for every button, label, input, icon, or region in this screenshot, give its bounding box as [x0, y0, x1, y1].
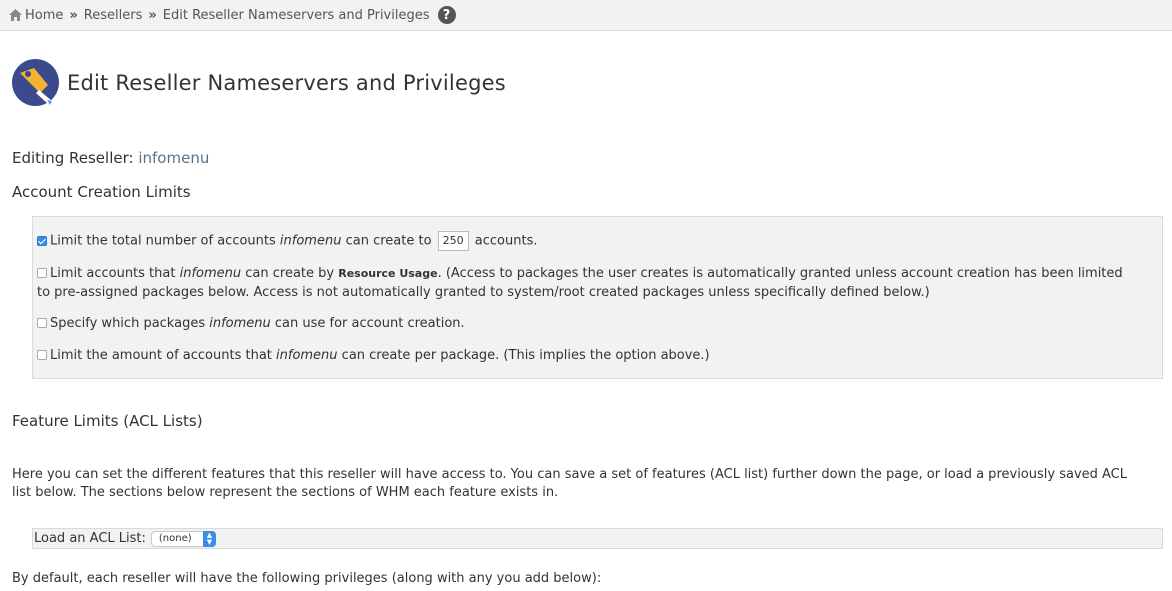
- limit-per-package-checkbox[interactable]: [37, 350, 47, 360]
- page-header: [12, 59, 506, 106]
- editing-reseller-label: Editing Reseller:: [12, 149, 134, 167]
- account-limits-panel: [32, 216, 1163, 379]
- editing-reseller: [12, 149, 209, 167]
- default-privileges-text: By default, each reseller will have the following privileges (along with any you add below):: [12, 571, 602, 586]
- limit-resource-checkbox[interactable]: [37, 268, 47, 278]
- feature-limits-title: Feature Limits (ACL Lists): [12, 412, 203, 430]
- help-icon[interactable]: ?: [438, 6, 456, 24]
- acl-list-panel: [32, 528, 1163, 549]
- reseller-edit-icon: [12, 59, 59, 106]
- reseller-name: infomenu: [138, 149, 210, 167]
- breadcrumb-separator: »: [148, 7, 157, 23]
- breadcrumb-resellers-link[interactable]: Resellers: [83, 7, 143, 23]
- limit-per-package-option: [37, 346, 1132, 365]
- option-text: can create to: [341, 233, 436, 249]
- option-text: can use for account creation.: [270, 316, 465, 331]
- breadcrumb: [0, 0, 1172, 31]
- specify-packages-option: [37, 314, 1132, 333]
- limit-resource-option: [37, 264, 1132, 302]
- option-text: Limit accounts that: [50, 266, 180, 281]
- option-text: Limit the total number of accounts: [50, 233, 280, 249]
- breadcrumb-separator: »: [69, 7, 78, 23]
- account-limit-input[interactable]: 250: [438, 231, 469, 251]
- option-text: can create by: [241, 266, 339, 281]
- option-user: infomenu: [179, 266, 242, 281]
- resource-usage-label: Resource Usage: [338, 267, 438, 280]
- breadcrumb-current: Edit Reseller Nameservers and Privileges: [162, 7, 430, 23]
- option-text: Limit the amount of accounts that: [50, 348, 277, 363]
- option-text: . (Access to packages the user creates is automatically granted unless account creation has been limited to pre-assigned packages below. Access is not automatically granted to system/root created packages unless specifically defined below.): [37, 266, 1123, 300]
- select-arrows-icon: ▲ ▼: [203, 531, 216, 547]
- option-user: infomenu: [276, 348, 338, 363]
- acl-list-label: Load an ACL List:: [34, 531, 146, 546]
- limit-total-checkbox[interactable]: [37, 236, 47, 246]
- option-text: Specify which packages: [50, 316, 210, 331]
- acl-list-selected: (none): [158, 533, 192, 544]
- option-text: accounts.: [470, 233, 538, 249]
- feature-limits-description: Here you can set the different features that this reseller will have access to. You can save a set of features (ACL list) further down the page, or load a previously saved ACL list below. The sections below represent the sections of WHM each feature exists in.: [12, 467, 1128, 500]
- limit-total-option: [37, 231, 1132, 251]
- home-icon[interactable]: [9, 9, 22, 21]
- specify-packages-checkbox[interactable]: [37, 318, 47, 328]
- account-limits-title: Account Creation Limits: [12, 183, 191, 201]
- acl-list-select[interactable]: [151, 531, 216, 547]
- option-text: can create per package. (This implies the option above.): [337, 348, 710, 363]
- option-user: infomenu: [279, 233, 342, 249]
- page-title: Edit Reseller Nameservers and Privileges: [67, 70, 506, 95]
- breadcrumb-home-link[interactable]: Home: [25, 7, 64, 23]
- option-user: infomenu: [209, 316, 271, 331]
